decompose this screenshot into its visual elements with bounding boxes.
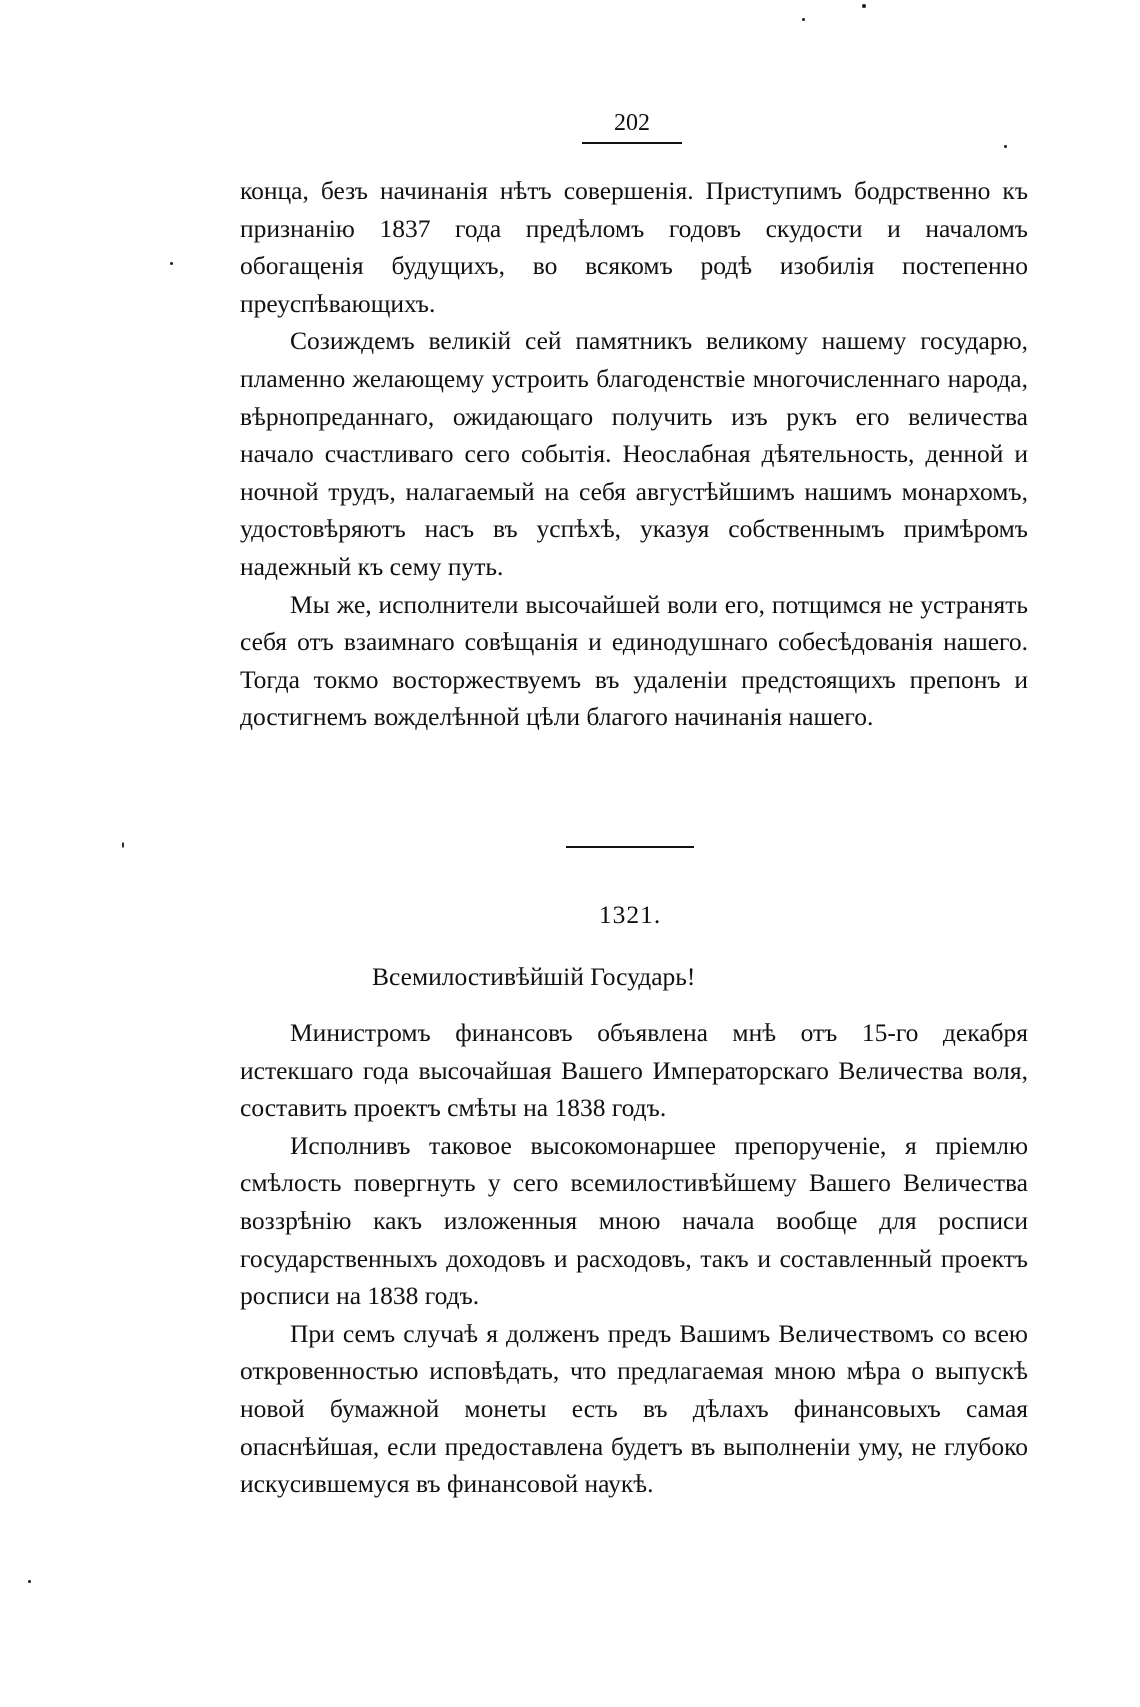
paragraph-3: Мы же, исполнители высочайшей воли его, потщимся не устранять себя отъ взаимнаго совѣщанія и единодушнаго собесѣдованія нашего. Тогда токмо восторжествуемъ въ удаленіи предстоящихъ препонъ и достигнемъ вожделѣнной цѣли благого начинанія нашего. (240, 589, 1028, 732)
scan-speck (1004, 145, 1007, 148)
paragraph-1: конца, безъ начинанія нѣтъ совершенія. Приступимъ бодрственно къ признанію 1837 года предѣломъ годовъ скудости и началомъ обогащенія будущихъ, во всякомъ родѣ изобилія постепенно преуспѣвающихъ. (240, 176, 1028, 318)
document-number: 1321. (598, 900, 662, 929)
scan-speck (802, 18, 805, 21)
section-divider (566, 846, 694, 848)
letter-paragraph-2: Исполнивъ таковое высокомонаршее препорученіе, я пріемлю смѣлость повергнуть у сего всемилостивѣйшему Вашего Величества воззрѣнію какъ изложенныя мною начала вообще для росписи государственныхъ доходовъ и расходовъ, такъ и составленный проектъ росписи на 1838 годъ. (240, 1130, 1028, 1311)
letter-paragraph-3: При семъ случаѣ я долженъ предъ Вашимъ Величествомъ со всею откровенностью исповѣдать, что предлагаемая мною мѣра о выпускѣ новой бумажной монеты есть въ дѣлахъ финансовыхъ самая опаснѣйшая, если предоставлена будетъ въ выполненіи уму, не глубоко искусившемуся въ финансовой наукѣ. (240, 1318, 1028, 1499)
scan-speck (862, 4, 866, 8)
scan-speck (170, 262, 173, 265)
page-number-underline (582, 142, 682, 144)
continued-text (240, 172, 1028, 736)
letter-text (240, 1014, 1028, 1503)
page-number: 202 (614, 110, 650, 136)
paragraph-2: Созиждемъ великій сей памятникъ великому нашему государю, пламенно желающему устроить благоденствіе многочисленнаго народа, вѣрнопреданнаго, ожидающаго получить изъ рукъ его величества начало счастливаго сего событія. Неослабная дѣятельность, денной и ночной трудъ, налагаемый на себя августѣйшимъ нашимъ монархомъ, удостовѣряютъ насъ въ успѣхѣ, указуя собственнымъ примѣромъ надежный къ сему путь. (240, 326, 1028, 581)
salutation: Всемилостивѣйшій Государь! (372, 962, 696, 991)
letter-paragraph-1: Министромъ финансовъ объявлена мнѣ отъ 15-го декабря истекшаго года высочайшая Вашего Императорскаго Величества воля, составить проектъ смѣты на 1838 годъ. (240, 1018, 1028, 1123)
scan-speck (28, 1580, 31, 1583)
scan-speck (122, 842, 124, 848)
